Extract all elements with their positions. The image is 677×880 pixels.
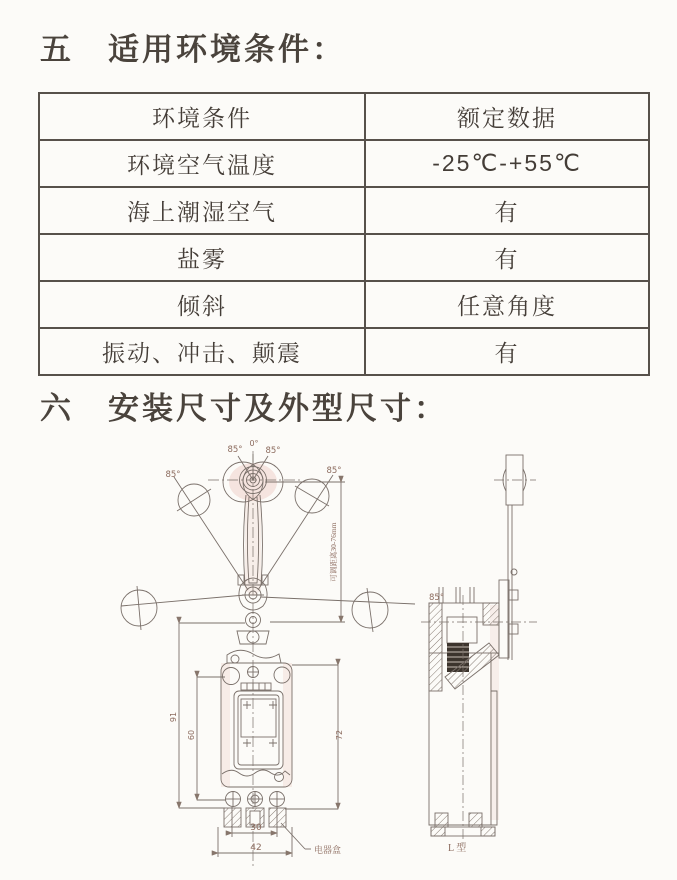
environment-conditions-table xyxy=(38,92,650,376)
type-l-label: L 型 xyxy=(448,843,467,854)
angle-label-right-outer: 85° xyxy=(326,466,342,476)
angle-label-top-right: 85° xyxy=(265,446,281,456)
adjust-range-label: 可调距离30-76mm xyxy=(329,522,338,582)
cell-value: 有 xyxy=(365,328,649,375)
header-cell-condition: 环境条件 xyxy=(39,93,365,140)
cell-condition: 倾斜 xyxy=(39,281,365,328)
dim-label-30: 30 xyxy=(250,823,262,833)
dim-label-60: 60 xyxy=(187,729,196,741)
table-header-row xyxy=(39,93,649,140)
angle-label-top-center: 0° xyxy=(249,439,259,448)
table-row xyxy=(39,328,649,375)
cell-value: 有 xyxy=(365,187,649,234)
dim-label-42: 42 xyxy=(250,843,262,853)
angle-label-left-outer: 85° xyxy=(165,470,181,480)
cell-condition: 环境空气温度 xyxy=(39,140,365,187)
section5-title: 五 适用环境条件： xyxy=(40,32,346,67)
header-cell-rated-data: 额定数据 xyxy=(365,93,649,140)
angle-label-top-left: 85° xyxy=(227,445,243,455)
side-view xyxy=(421,455,537,845)
cell-value: -25℃-+55℃ xyxy=(365,140,649,187)
cell-value: 任意角度 xyxy=(365,281,649,328)
limit-switch-dimension-drawing xyxy=(95,425,665,875)
table-row xyxy=(39,281,649,328)
cable-box-label: 电器盒 xyxy=(314,845,342,855)
cell-condition: 海上潮湿空气 xyxy=(39,187,365,234)
scan-tint xyxy=(221,463,499,820)
dim-label-72: 72 xyxy=(335,729,344,741)
cell-value: 有 xyxy=(365,234,649,281)
section6-title: 六 安装尺寸及外型尺寸： xyxy=(40,391,448,426)
cell-condition: 振动、冲击、颠震 xyxy=(39,328,365,375)
angle-label-mid-right: 85° xyxy=(429,593,445,603)
table-row xyxy=(39,140,649,187)
table-row xyxy=(39,234,649,281)
dim-label-91: 91 xyxy=(169,711,178,723)
table-row xyxy=(39,187,649,234)
installation-drawing xyxy=(95,425,665,875)
cell-condition: 盐雾 xyxy=(39,234,365,281)
